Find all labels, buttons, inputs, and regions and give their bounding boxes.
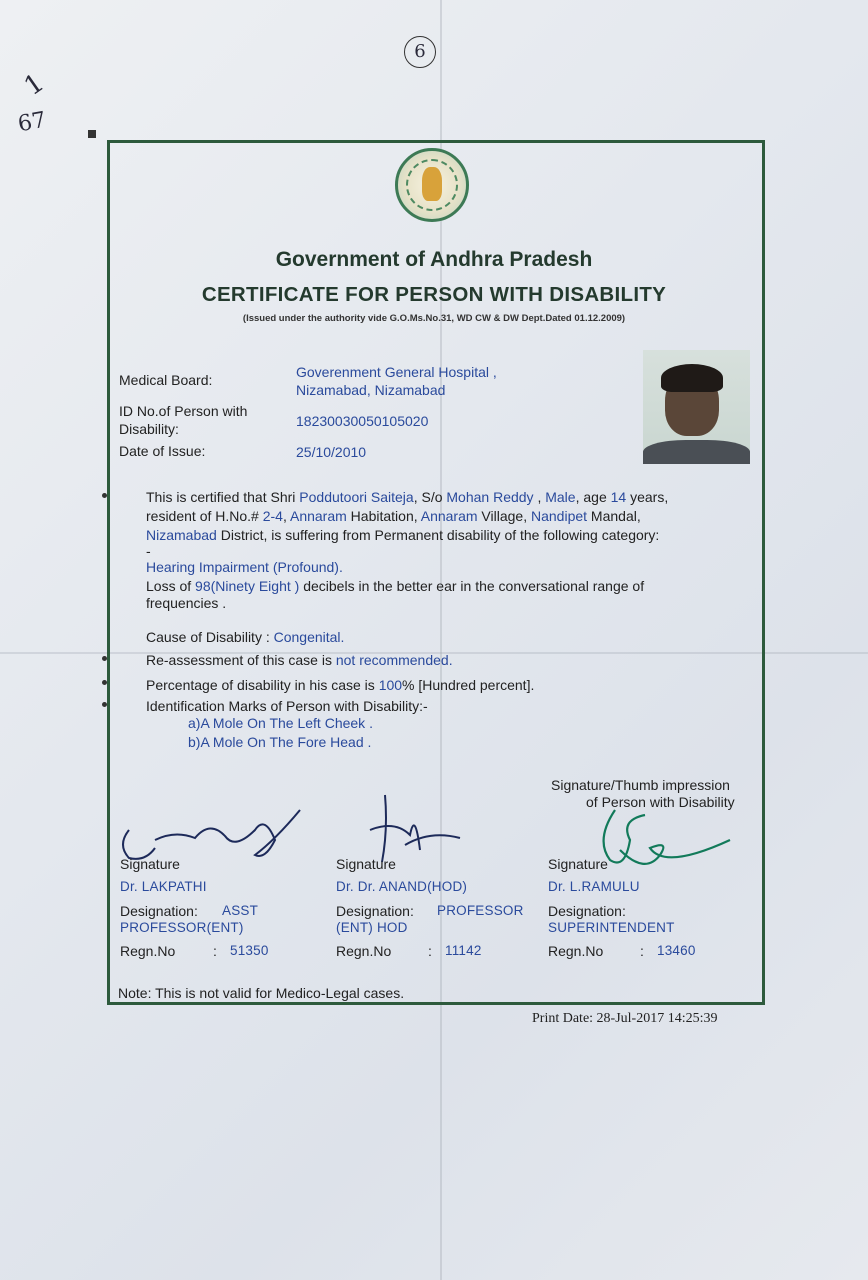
print-date: Print Date: 28-Jul-2017 14:25:39 <box>532 1011 718 1026</box>
hearing-loss-line2: frequencies . <box>146 595 227 611</box>
medical-board-label: Medical Board: <box>119 372 213 388</box>
margin-dot <box>102 493 107 498</box>
certificate-title: CERTIFICATE FOR PERSON WITH DISABILITY <box>201 283 667 306</box>
regn-value-2: 11142 <box>445 943 482 958</box>
person-photo <box>643 350 750 464</box>
date-of-issue-value: 25/10/2010 <box>296 444 367 460</box>
government-heading: Government of Andhra Pradesh <box>275 248 593 271</box>
id-label-line1: ID No.of Person with <box>119 403 248 419</box>
andhra-pradesh-emblem-icon <box>395 148 469 222</box>
designation-value-2b: (ENT) HOD <box>336 920 408 935</box>
designation-value-1a: ASST <box>222 903 259 918</box>
signatory-name-3: Dr. L.RAMULU <box>548 879 640 894</box>
identification-mark-a: a)A Mole On The Left Cheek . <box>188 715 373 731</box>
designation-label-1: Designation: <box>120 903 198 919</box>
cause-of-disability: Cause of Disability : Congenital. <box>146 629 345 645</box>
designation-value-2a: PROFESSOR <box>437 903 524 918</box>
regn-value-3: 13460 <box>657 943 696 958</box>
designation-value-3: SUPERINTENDENT <box>548 920 675 935</box>
disability-category: Hearing Impairment (Profound). <box>146 559 343 575</box>
signature-ramulu <box>590 800 740 880</box>
regn-colon-2: : <box>428 943 432 959</box>
margin-dot <box>102 680 107 685</box>
certification-line2: resident of H.No.# 2-4, Annaram Habitation, Annaram Village, Nandipet Mandal, <box>146 508 641 524</box>
handwritten-side-mark: 1 <box>18 67 50 103</box>
identification-marks-label: Identification Marks of Person with Disability:- <box>146 698 428 714</box>
identification-mark-b: b)A Mole On The Fore Head . <box>188 734 372 750</box>
signature-label-3: Signature <box>548 856 608 872</box>
regn-colon-1: : <box>213 943 217 959</box>
regn-label-1: Regn.No <box>120 943 176 959</box>
certification-dash: - <box>146 543 151 559</box>
handwritten-page-number: 6 <box>404 36 436 68</box>
certification-line1: This is certified that Shri Poddutoori Saiteja, S/o Mohan Reddy , Male, age 14 years, <box>146 489 669 505</box>
authority-subtitle: (Issued under the authority vide G.O.Ms.No.31, WD CW & DW Dept.Dated 01.12.2009) <box>242 313 626 324</box>
designation-value-1b: PROFESSOR(ENT) <box>120 920 244 935</box>
id-value: 18230030050105020 <box>296 413 429 429</box>
margin-dot <box>102 702 107 707</box>
signatory-name-2: Dr. Dr. ANAND(HOD) <box>336 879 468 894</box>
regn-colon-3: : <box>640 943 644 959</box>
designation-label-3: Designation: <box>548 903 626 919</box>
regn-label-3: Regn.No <box>548 943 604 959</box>
corner-marker <box>88 130 96 138</box>
percentage-line: Percentage of disability in his case is 100% [Hundred percent]. <box>146 677 535 693</box>
regn-value-1: 51350 <box>230 943 269 958</box>
margin-dot <box>102 656 107 661</box>
designation-label-2: Designation: <box>336 903 414 919</box>
medical-board-value-line2: Nizamabad, Nizamabad <box>296 382 446 398</box>
handwritten-side-number: 67 <box>16 107 48 138</box>
medico-legal-note: Note: This is not valid for Medico-Legal cases. <box>118 985 405 1001</box>
medical-board-value-line1: Goverenment General Hospital , <box>296 364 497 380</box>
id-label-line2: Disability: <box>119 421 179 437</box>
signature-label-1: Signature <box>120 856 180 872</box>
thumb-impression-label-line2: of Person with Disability <box>586 794 735 810</box>
hearing-loss-line1: Loss of 98(Ninety Eight ) decibels in the better ear in the conversational range of <box>146 578 645 594</box>
certification-line3: Nizamabad District, is suffering from Permanent disability of the following category: <box>146 527 660 543</box>
reassessment-line: Re-assessment of this case is not recommended. <box>146 652 453 668</box>
date-of-issue-label: Date of Issue: <box>119 443 206 459</box>
signature-label-2: Signature <box>336 856 396 872</box>
regn-label-2: Regn.No <box>336 943 392 959</box>
thumb-impression-label-line1: Signature/Thumb impression <box>551 777 730 793</box>
signatory-name-1: Dr. LAKPATHI <box>120 879 207 894</box>
